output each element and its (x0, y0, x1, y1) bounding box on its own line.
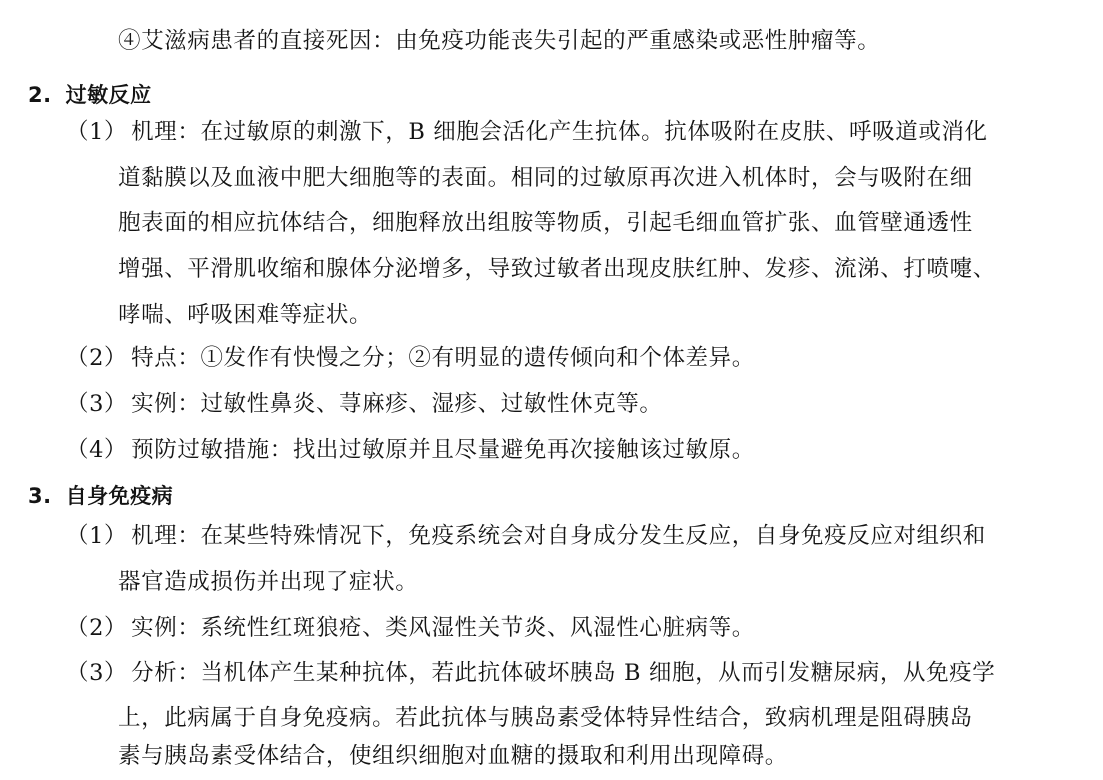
item-marker: （2） (66, 615, 128, 641)
item-text: 器官造成损伤并出现了症状。 (118, 569, 419, 595)
item-2-3-line-1 (66, 389, 662, 419)
item-3-3-line-1 (66, 658, 995, 688)
item-2-1-line-2 (118, 163, 973, 193)
section-heading-allergy (28, 80, 152, 110)
item-text: 道黏膜以及血液中肥大细胞等的表面。相同的过敏原再次进入机体时，会与吸附在细 (118, 165, 973, 191)
item-3-3-line-2 (118, 703, 973, 733)
item-text: 上，此病属于自身免疫病。若此抗体与胰岛素受体特异性结合，致病机理是阻碍胰岛 (118, 705, 973, 731)
item-label: 实例： (131, 391, 201, 417)
item-2-1-line-4 (118, 254, 996, 284)
section-title: 自身免疫病 (65, 484, 174, 508)
item-text: 在某些特殊情况下，免疫系统会对自身成分发生反应，自身免疫反应对组织和 (200, 523, 986, 549)
item-text: 素与胰岛素受体结合，使组织细胞对血糖的摄取和利用出现障碍。 (118, 743, 788, 769)
item-text: 过敏性鼻炎、荨麻疹、湿疹、过敏性休克等。 (200, 391, 663, 417)
item-2-1-line-3 (118, 208, 973, 238)
item-label: 实例： (131, 615, 201, 641)
item-3-2-line-1 (66, 613, 755, 643)
item-label: 机理： (131, 523, 201, 549)
section-number: 3. (28, 484, 52, 508)
item-3-1-line-1 (66, 521, 986, 551)
item-2-1-line-1 (66, 117, 988, 147)
item-3-1-line-2 (118, 567, 418, 597)
item-text: 胞表面的相应抗体结合，细胞释放出组胺等物质，引起毛细血管扩张、血管壁通透性 (118, 210, 973, 236)
item-2-1-line-5 (118, 300, 372, 330)
intro-text: ④艾滋病患者的直接死因：由免疫功能丧失引起的严重感染或恶性肿瘤等。 (118, 28, 881, 54)
item-marker: （4） (66, 437, 128, 463)
item-label: 机理： (131, 119, 201, 145)
item-marker: （2） (66, 345, 128, 371)
item-marker: （1） (66, 523, 128, 549)
item-label: 特点： (131, 345, 201, 371)
item-2-2-line-1 (66, 343, 755, 373)
item-text: 当机体产生某种抗体，若此抗体破坏胰岛 B 细胞，从而引发糖尿病，从免疫学 (200, 660, 996, 686)
item-text: 增强、平滑肌收缩和腺体分泌增多，导致过敏者出现皮肤红肿、发疹、流涕、打喷嚏、 (118, 256, 996, 282)
item-text: ①发作有快慢之分；②有明显的遗传倾向和个体差异。 (200, 345, 755, 371)
item-3-3-line-3 (118, 741, 788, 771)
item-marker: （1） (66, 119, 128, 145)
item-text: 哮喘、呼吸困难等症状。 (118, 302, 373, 328)
section-title: 过敏反应 (65, 83, 152, 107)
section-number: 2. (28, 83, 52, 107)
item-marker: （3） (66, 660, 128, 686)
item-label: 预防过敏措施： (131, 437, 293, 463)
section-heading-autoimmune (28, 481, 173, 511)
intro-line (118, 26, 880, 56)
item-text: 在过敏原的刺激下，B 细胞会活化产生抗体。抗体吸附在皮肤、呼吸道或消化 (200, 119, 988, 145)
item-2-4-line-1 (66, 435, 755, 465)
item-text: 系统性红斑狼疮、类风湿性关节炎、风湿性心脏病等。 (200, 615, 755, 641)
item-marker: （3） (66, 391, 128, 417)
item-label: 分析： (131, 660, 201, 686)
item-text: 找出过敏原并且尽量避免再次接触该过敏原。 (292, 437, 755, 463)
